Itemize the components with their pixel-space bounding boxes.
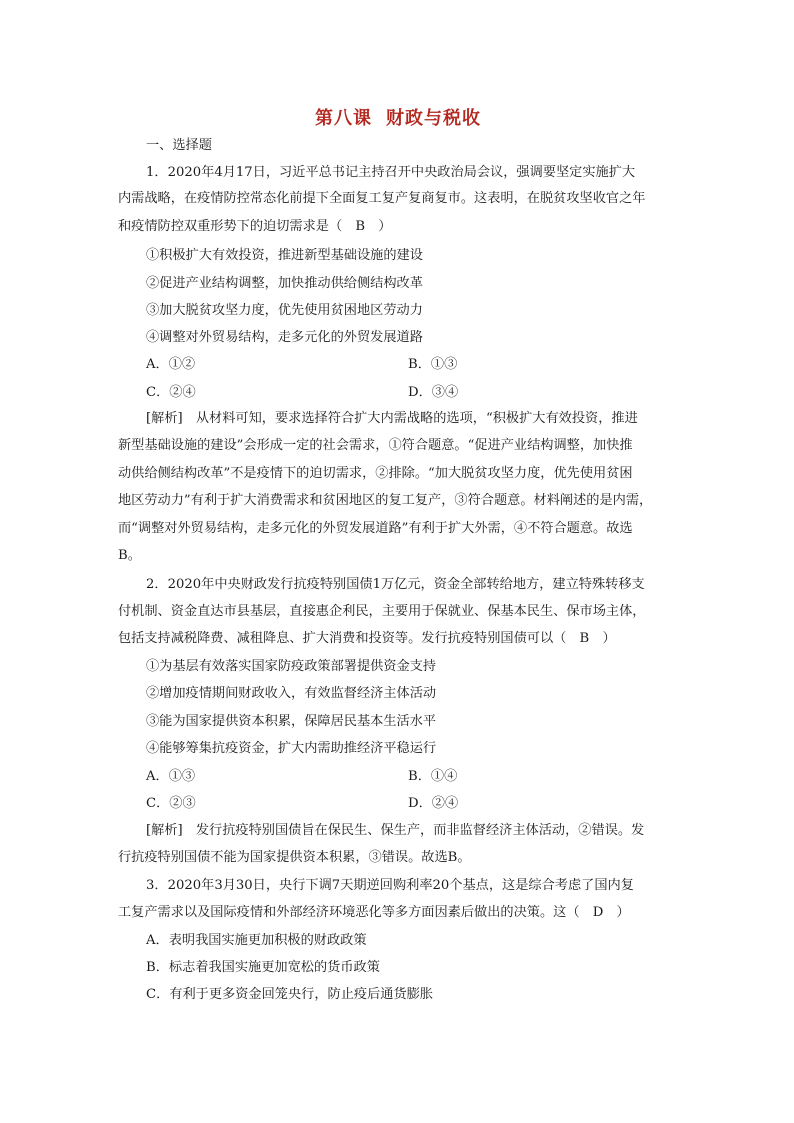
choice-b: B．标志着我国实施更加宽松的货币政策 — [146, 960, 380, 975]
statement-item: ③能为国家提供资本积累，保障居民基本生活水平 — [146, 714, 437, 729]
statement-item: ①积极扩大有效投资，推进新型基础设施的建设 — [146, 248, 423, 263]
analysis-line: 动供给侧结构改革”不是疫情下的迫切需求，②排除。“加大脱贫攻坚力度，优先使用贫困 — [118, 466, 633, 481]
question-stem-line: 工复产需求以及国际疫情和外部经济环境恶化等多方面因素后做出的决策。这（ D ） — [118, 905, 630, 920]
option-d: D．②④ — [408, 796, 459, 811]
option-b: B．①④ — [408, 769, 458, 784]
page-title — [118, 104, 678, 130]
statement-item: ②促进产业结构调整，加快推动供给侧结构改革 — [146, 276, 423, 291]
statement-item: ①为基层有效落实国家防疫政策部署提供资金支持 — [146, 659, 437, 674]
statement-item: ②增加疫情期间财政收入，有效监督经济主体活动 — [146, 686, 437, 701]
choice-a: A．表明我国实施更加积极的财政政策 — [146, 933, 367, 948]
analysis-line: 行抗疫特别国债不能为国家提供资本积累，③错误。故选B。 — [118, 850, 471, 865]
option-c: C．②③ — [146, 796, 196, 811]
question-stem-line: 1．2020年4月17日，习近平总书记主持召开中央政治局会议，强调要坚定实施扩大 — [146, 165, 636, 180]
statement-item: ④调整对外贸易结构，走多元化的外贸发展道路 — [146, 330, 423, 345]
analysis-line: 新型基础设施的建设”会形成一定的社会需求，①符合题意。“促进产业结构调整，加快推 — [118, 438, 633, 453]
analysis-line: 而“调整对外贸易结构，走多元化的外贸发展道路”有利于扩大外需，④不符合题意。故选 — [118, 521, 633, 536]
lesson-topic: 财政与税收 — [386, 108, 481, 129]
question-stem-line: 包括支持减税降费、减租降息、扩大消费和投资等。发行抗疫特别国债可以（ B ） — [118, 631, 616, 646]
lesson-number: 第八课 — [315, 108, 372, 129]
choice-c: C．有利于更多资金回笼央行，防止疫后通货膨胀 — [146, 987, 434, 1002]
question-stem-line: 3．2020年3月30日，央行下调7天期逆回购利率20个基点，这是综合考虑了国内复 — [146, 878, 634, 893]
question-stem-line: 付机制、资金直达市县基层，直接惠企利民，主要用于保就业、保基本民生、保市场主体， — [118, 604, 646, 619]
statement-item: ④能够筹集抗疫资金，扩大内需助推经济平稳运行 — [146, 741, 437, 756]
analysis-line: B。 — [118, 548, 141, 563]
analysis-line: 地区劳动力”有利于扩大消费需求和贫困地区的复工复产，③符合题意。材料阐述的是内需， — [118, 493, 653, 508]
analysis-line: [解析] 从材料可知，要求选择符合扩大内需战略的选项，“积极扩大有效投资，推进 — [146, 411, 638, 426]
option-a: A．①② — [146, 357, 196, 372]
question-stem-line: 2．2020年中央财政发行抗疫特别国债1万亿元，资金全部转给地方，建立特殊转移支 — [146, 577, 645, 592]
statement-item: ③加大脱贫攻坚力度，优先使用贫困地区劳动力 — [146, 303, 423, 318]
option-c: C．②④ — [146, 385, 196, 400]
question-stem-line: 和疫情防控双重形势下的迫切需求是（ B ） — [118, 219, 392, 234]
section-heading: 一、选择题 — [146, 138, 212, 153]
question-stem-line: 内需战略，在疫情防控常态化前提下全面复工复产复商复市。这表明，在脱贫攻坚收官之年 — [118, 191, 646, 206]
option-b: B．①③ — [408, 357, 458, 372]
option-d: D．③④ — [408, 385, 459, 400]
option-a: A．①③ — [146, 769, 196, 784]
analysis-line: [解析] 发行抗疫特别国债旨在保民生、保生产，而非监督经济主体活动，②错误。发 — [146, 823, 645, 838]
